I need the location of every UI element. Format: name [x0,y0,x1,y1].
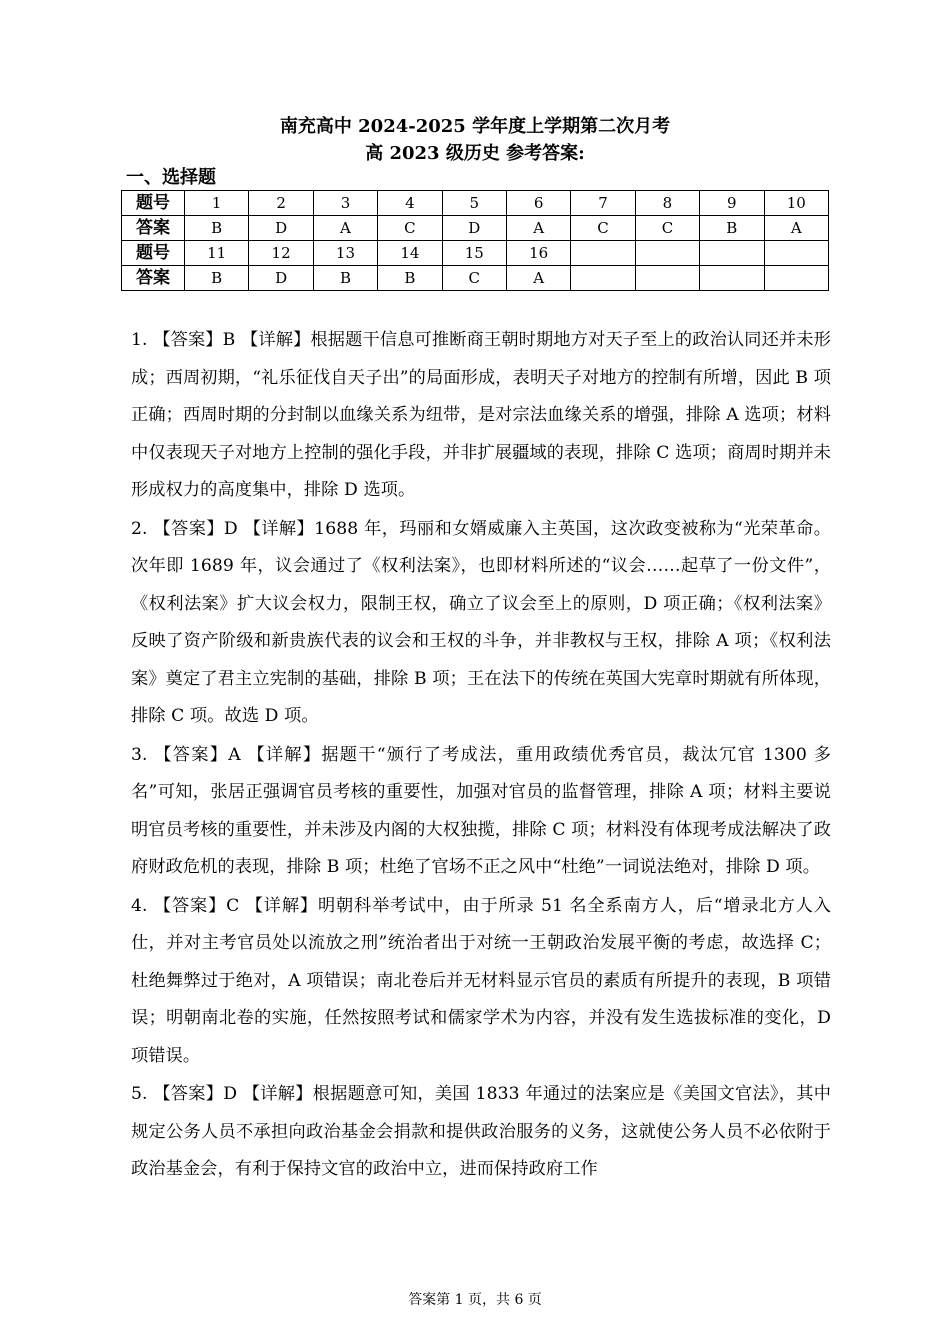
question-number-cell: 1 [185,191,249,216]
table-row [122,241,829,266]
answer-cell [635,266,699,291]
answer-cell: C [442,266,506,291]
answer-cell: D [249,216,313,241]
explanation-item: 2. 【答案】D 【详解】1688 年，玛丽和女婿威廉入主英国，这次政变被称为“光荣革命。次年即 1689 年，议会通过了《权利法案》，也即材料所述的“议会……起草了一份文件”，《权利法案》扩大议会权力，限制王权，确立了议会至上的原则，D 项正确；《权利法案》反映了资产阶级和新贵族代表的议会和王权的斗争，并非教权与王权，排除 A 项；《权利法案》奠定了君主立宪制的基础，排除 B 项；王在法下的传统在英国大宪章时期就有所体现，排除 C 项。故选 D 项。 [131,518,831,726]
question-number-cell: 7 [571,191,635,216]
question-number-cell: 5 [442,191,506,216]
row-label: 答案 [122,216,185,241]
answer-cell: B [185,266,249,291]
answer-cell: A [764,216,828,241]
answer-cell: C [571,216,635,241]
answer-cell: C [635,216,699,241]
explanation-item: 5. 【答案】D 【详解】根据题意可知，美国 1833 年通过的法案应是《美国文官法》，其中规定公务人员不承担向政治基金会捐款和提供政治服务的义务，这就使公务人员不必依附于政治基金会，有利于保持文官的政治中立，进而保持政府工作 [131,1084,831,1179]
question-number-cell: 3 [313,191,377,216]
question-number-cell: 2 [249,191,313,216]
table-row [122,191,829,216]
question-number-cell: 16 [506,241,570,266]
answer-cell: B [378,266,442,291]
question-number-cell [764,241,828,266]
answer-cell: A [506,266,570,291]
question-number-cell: 13 [313,241,377,266]
answer-table [121,190,829,291]
explanation-item: 4. 【答案】C 【详解】明朝科举考试中，由于所录 51 名全系南方人，后“增录北方人入仕，并对主考官员处以流放之刑”统治者出于对统一王朝政治发展平衡的考虑，故选择 C；杜绝舞弊过于绝对，A 项错误；南北卷后并无材料显示官员的素质有所提升的表现，B 项错误；明朝南北卷的实施，任然按照考试和儒家学术为内容，并没有发生选拔标准的变化，D 项错误。 [131,895,831,1066]
page-subtitle: 高 2023 级历史 参考答案: [365,143,585,164]
question-number-cell: 14 [378,241,442,266]
table-row [122,266,829,291]
table-row [122,216,829,241]
answer-cell [571,266,635,291]
question-number-cell: 4 [378,191,442,216]
answer-cell [764,266,828,291]
question-number-cell [635,241,699,266]
answer-cell: D [249,266,313,291]
answer-cell: C [378,216,442,241]
explanation-item: 1. 【答案】B 【详解】根据题干信息可推断商王朝时期地方对天子至上的政治认同还并未形成；西周初期，“礼乐征伐自天子出”的局面形成，表明天子对地方的控制有所增，因此 B 项正确；西周时期的分封制以血缘关系为纽带，是对宗法血缘关系的增强，排除 A 选项；材料中仅表现天子对地方上控制的强化手段，并非扩展疆域的表现，排除 C 选项；商周时期并未形成权力的高度集中，排除 D 选项。 [131,330,831,500]
question-number-cell: 11 [185,241,249,266]
page-footer: 答案第 1 页，共 6 页 [408,1292,542,1308]
explanation-list [131,322,831,1190]
answer-cell: A [313,216,377,241]
answer-cell: B [700,216,764,241]
row-label: 题号 [122,241,185,266]
question-number-cell [700,241,764,266]
answer-cell: B [313,266,377,291]
row-label: 答案 [122,266,185,291]
row-label: 题号 [122,191,185,216]
question-number-cell: 15 [442,241,506,266]
question-number-cell: 10 [764,191,828,216]
question-number-cell: 12 [249,241,313,266]
explanation-item: 3. 【答案】A 【详解】据题干“颁行了考成法，重用政绩优秀官员，裁汰冗官 1300 多名”可知，张居正强调官员考核的重要性，加强对官员的监督管理，排除 A 项；材料主要说明官员考核的重要性，并未涉及内阁的大权独揽，排除 C 项；材料没有体现考成法解决了政府财政危机的表现，排除 B 项；杜绝了官场不正之风中“杜绝”一词说法绝对，排除 D 项。 [131,744,831,877]
section-title: 一、选择题 [126,167,216,188]
question-number-cell: 8 [635,191,699,216]
page-title: 南充高中 2024-2025 学年度上学期第二次月考 [279,116,671,137]
answer-cell: A [506,216,570,241]
question-number-cell: 6 [506,191,570,216]
question-number-cell: 9 [700,191,764,216]
answer-cell [700,266,764,291]
question-number-cell [571,241,635,266]
answer-cell: D [442,216,506,241]
answer-cell: B [185,216,249,241]
